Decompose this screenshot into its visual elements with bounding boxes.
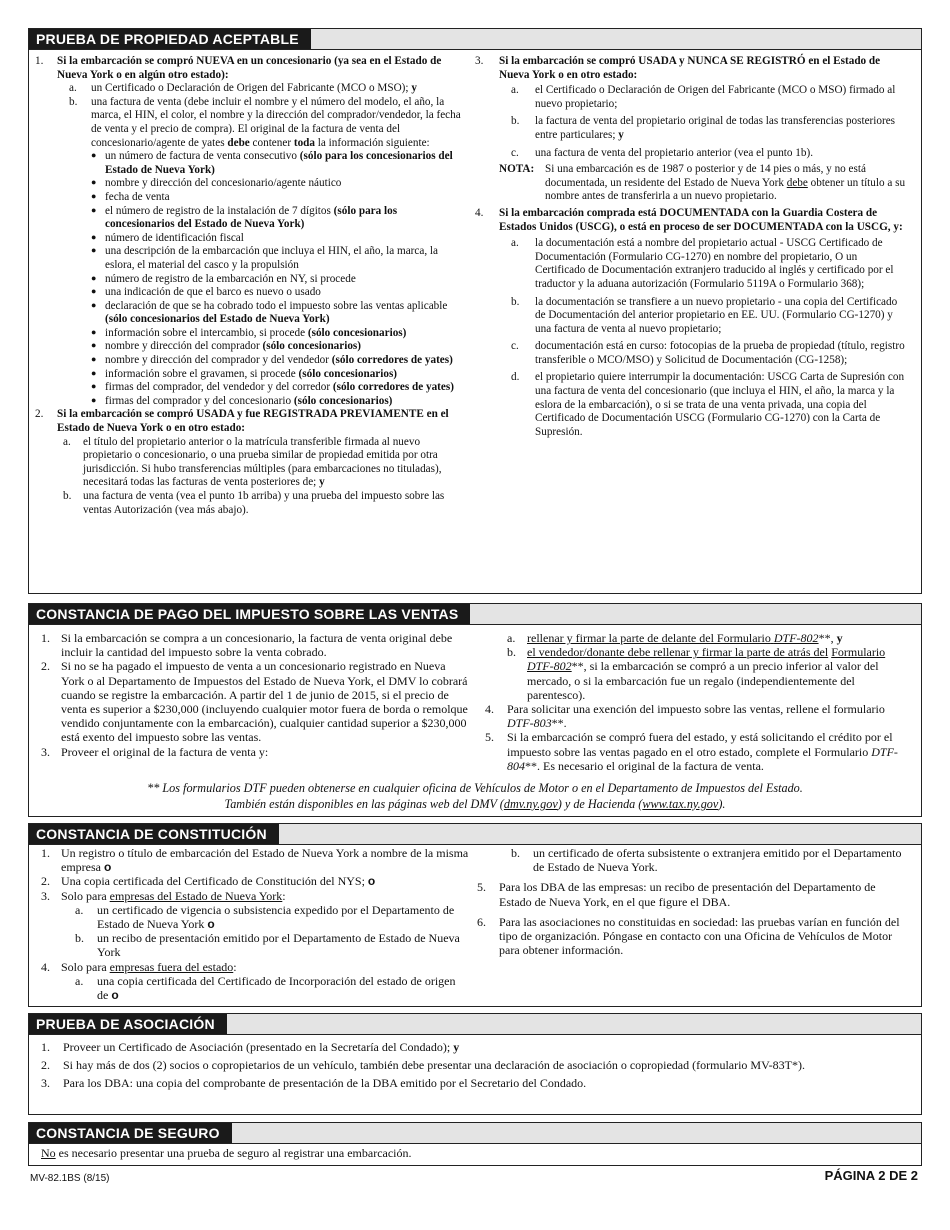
section-title: CONSTANCIA DE PAGO DEL IMPUESTO SOBRE LAS VENTAS [29, 604, 470, 624]
list-item: b. una factura de venta (vea el punto 1b arriba) y una prueba del impuesto sobre las ventas Autorización (vea más abajo). [63, 490, 445, 516]
bullet-icon: ● [91, 367, 97, 378]
note: NOTA: Si una embarcación es de 1987 o posterior y de 14 pies o más, y no está documentada, un residente del Estado de Nueva York debe obtener un título a su nombre antes de transferirla a un nuevo propietario. [499, 163, 906, 203]
bullet-icon: ● [91, 381, 97, 392]
list-item: 3. Para los DBA: una copia del comprobante de presentación de la DBA emitido por el Secretario del Condado. [41, 1076, 587, 1091]
right-column [477, 846, 905, 958]
section-title: PRUEBA DE ASOCIACIÓN [29, 1014, 227, 1034]
list-item: 1. Si la embarcación se compró NUEVA en un concesionario (ya sea en el Estado de Nueva York o en algún otro estado): [35, 55, 442, 81]
left-column [41, 846, 469, 1002]
list-item: 1. Proveer un Certificado de Asociación (presentado en la Secretaría del Condado); y [41, 1040, 460, 1054]
bullet-icon: ● [91, 286, 97, 297]
dmv-link[interactable]: dmv.ny.gov [503, 797, 558, 811]
section-header [29, 604, 921, 625]
section-incorporation [28, 823, 922, 1007]
list [41, 1040, 841, 1091]
list-item: 1. Si la embarcación se compra a un concesionario, la factura de venta original debe incluir la cantidad del impuesto sobre la venta cobrado. [41, 631, 453, 660]
bullet-icon: ● [91, 340, 97, 351]
bullet-icon: ● [91, 394, 97, 405]
bullet-item: ● información sobre el intercambio, si procede (sólo concesionarios) [91, 326, 407, 339]
list-item: a. el Certificado o Declaración de Origen del Fabricante (MCO o MSO) firmado al nuevo propietario; [511, 84, 896, 110]
section-partnership [28, 1013, 922, 1115]
list-item: 4. Para solicitar una exención del impuesto sobre las ventas, rellene el formulario DTF-803**. [485, 702, 885, 731]
page-number: PÁGINA 2 DE 2 [824, 1168, 918, 1183]
list-item: 5. Si la embarcación se compró fuera del estado, y está solicitando el crédito por el impuesto sobre las ventas pagado en el otro estado, complete el Formulario DTF-804**. Es necesario el original de la factura de venta. [485, 730, 898, 773]
bullet-list [35, 150, 465, 408]
bullet-icon: ● [91, 150, 97, 161]
list-item: a. el título del propietario anterior o la matrícula transferible firmada al nuevo propietario o concesionario, o una prueba similar de propiedad emitida por otra jurisdicción. Si hubo transferencias múltiples (para embarcaciones no tituladas), necesitará todas las facturas de venta posteriores de; y [63, 435, 442, 489]
bullet-item: ● una indicación de que el barco es nuevo o usado [91, 286, 321, 299]
bullet-icon: ● [91, 177, 97, 188]
section-title: CONSTANCIA DE CONSTITUCIÓN [29, 824, 279, 844]
bullet-item: ● firmas del comprador, del vendedor y del corredor (sólo corredores de yates) [91, 381, 454, 394]
list-item: d. el propietario quiere interrumpir la documentación: USCG Carta de Supresión con una factura de venta del concesionario (que incluya el HIN, el año, la marca y la eslora de la embarcación), o si se trata de una venta privada, una copia del Certificado de Documentación USCG (Formulario CG-1270) con la Carta de Supresión. [511, 371, 905, 438]
list-item: 1. Un registro o título de embarcación del Estado de Nueva York a nombre de la misma empresa o [41, 846, 469, 875]
bullet-item: ● número de registro de la embarcación en NY, si procede [91, 272, 356, 285]
list-item: b. la factura de venta del propietario original de todas las transferencias posteriores entre particulares; y [511, 115, 896, 141]
form-number: MV-82.1BS (8/15) [30, 1173, 110, 1184]
section-sales-tax [28, 603, 922, 817]
list-item: 3. Si la embarcación se compró USADA y NUNCA SE REGISTRÓ en el Estado de Nueva York o en otro estado: [475, 55, 881, 81]
list-item: 2. Si la embarcación se compró USADA y fue REGISTRADA PREVIAMENTE en el Estado de Nueva York o en otro estado: [35, 408, 449, 435]
list-item: b. un recibo de presentación emitido por el Departamento de Estado de Nueva York [75, 931, 460, 960]
section-proof-of-ownership [28, 28, 922, 594]
list-item: a. una copia certificada del Certificado de Incorporación del estado de origen de o [75, 973, 456, 1003]
list-item: 2. Una copia certificada del Certificado de Constitución del NYS; o [41, 874, 376, 889]
list-item: 2. Si no se ha pagado el impuesto de venta a un concesionario registrado en Nueva York o al Departamento de Impuestos del Estado de Nueva York, el DMV lo cobrará cuando se registre la embarcación. A partir del 1 de junio de 2015, si el precio de venta es superior a $230,000 (incluyendo cualquier motor fuera de borda o remolque vendido conjuntamente con la embarcación), cualquier cantidad superior a $230,000 está exento del impuesto sobre las ventas. [41, 659, 468, 745]
bullet-icon: ● [91, 354, 97, 365]
bullet-icon: ● [91, 231, 97, 242]
right-column [475, 55, 907, 439]
bullet-item: ● nombre y dirección del comprador (sólo concesionarios) [91, 340, 362, 353]
bullet-item: ● un número de factura de venta consecutivo (sólo para los concesionarios del Estado de Nueva York) [91, 150, 453, 176]
bullet-item: ● declaración de que se ha cobrado todo el impuesto sobre las ventas aplicable (sólo concesionarios del Estado de Nueva York) [91, 299, 448, 326]
forms-note: ** Los formularios DTF pueden obtenerse en cualquier oficina de Vehículos de Motor o en el Departamento de Impuestos del Estado. También están disponibles en las páginas web del DMV (dmv.ny.gov) y de Hacienda (www.tax.ny.gov). [147, 781, 803, 811]
section-header [29, 824, 921, 845]
bullet-icon: ● [91, 272, 97, 283]
bullet-icon: ● [91, 245, 97, 256]
list-item: 3. Proveer el original de la factura de venta y: [41, 744, 269, 759]
bullet-item: ● información sobre el gravamen, si procede (sólo concesionarios) [91, 367, 398, 380]
list-item: 4. Solo para empresas fuera del estado: [41, 959, 237, 974]
list-item: a. un certificado de vigencia o subsistencia expedido por el Departamento de Estado de Nueva York o [75, 902, 455, 932]
tax-link[interactable]: www.tax.ny.gov [642, 797, 719, 811]
list-item: b. un certificado de oferta subsistente o extranjera emitido por el Departamento de Estado de Nueva York. [511, 846, 902, 875]
list-item: b. la documentación se transfiere a un nuevo propietario - una copia del Certificado de Documentación del anterior propietario en EE. UU. (Formulario CG-1270) y una factura de venta al nuevo propietario; [511, 295, 898, 335]
insurance-text: No es necesario presentar una prueba de seguro al registrar una embarcación. [41, 1146, 412, 1160]
bullet-item: ● número de identificación fiscal [91, 231, 244, 244]
left-column [35, 55, 465, 517]
list-item: a. rellenar y firmar la parte de delante del Formulario DTF-802**, y [507, 631, 843, 645]
section-title: CONSTANCIA DE SEGURO [29, 1123, 232, 1143]
list-item: 6. Para las asociaciones no constituidas en sociedad: las pruebas varían en función del tipo de organización. Póngase en contacto con una Oficina de Vehículos de Motor para obtener información. [477, 914, 900, 958]
list-item: 5. Para los DBA de las empresas: un recibo de presentación del Departamento de Estado de Nueva York, en el que figure el DBA. [477, 880, 876, 909]
left-column [41, 631, 469, 759]
bullet-icon: ● [91, 204, 97, 215]
bullet-item: ● el número de registro de la instalación de 7 dígitos (sólo para los concesionarios del Estado de Nueva York) [91, 204, 398, 231]
bullet-icon: ● [91, 326, 97, 337]
section-insurance [28, 1122, 922, 1166]
list-item: 2. Si hay más de dos (2) socios o copropietarios de un vehículo, también debe presentar una declaración de asociación o copropiedad (formulario MV-83T*). [41, 1058, 805, 1073]
list-item: a. la documentación está a nombre del propietario actual - USCG Certificado de Documentación (Formulario CG-1270) en nombre del propietario, O un Certificado de Documentación extranjero traducido al inglés y certificado por el traductor y la aduana autorización (Formulario 5119A o Formulario 368); [511, 237, 894, 290]
bullet-item: ● una descripción de la embarcación que incluya el HIN, el año, la marca, la eslora, el material del casco y la propulsión [91, 245, 438, 271]
bullet-item: ● nombre y dirección del comprador y del vendedor (sólo corredores de yates) [91, 354, 453, 367]
list-item: c. documentación está en curso: fotocopias de la prueba de propiedad (título, registro transferible o MCO/MSO) y Solicitud de Documentación (CG-1258); [511, 340, 905, 366]
list-item: b. una factura de venta (debe incluir el nombre y el número del modelo, el año, la marca, el HIN, el color, el nombre y la dirección del comprador/vendedor, la fecha de venta y el precio de compra). El original de la factura de venta del concesionario/agente de yates debe contener toda la información siguiente: [69, 95, 461, 149]
bullet-item: ● fecha de venta [91, 190, 170, 203]
list-item: b. el vendedor/donante debe rellenar y firmar la parte de atrás del Formulario DTF-802**, si la embarcación se compró a un precio inferior al valor del mercado, o si la embarcación fue un regalo (independientemente del parentesco). [507, 645, 886, 702]
right-column [485, 631, 905, 773]
bullet-item: ● nombre y dirección del concesionario/agente náutico [91, 177, 342, 190]
section-header [29, 1014, 921, 1035]
list-item: c. una factura de venta del propietario anterior (vea el punto 1b). [511, 146, 814, 159]
list-item: 3. Solo para empresas del Estado de Nueva York: [41, 888, 286, 903]
bullet-icon: ● [91, 299, 97, 310]
list-item: a. un Certificado o Declaración de Origen del Fabricante (MCO o MSO); y [69, 82, 417, 95]
bullet-icon: ● [91, 190, 97, 201]
list-item: 4. Si la embarcación comprada está DOCUMENTADA con la Guardia Costera de Estados Unidos (USCG), o está en proceso de ser DOCUMENTADA con la USCG, y: [475, 206, 903, 233]
section-header [29, 1123, 921, 1144]
bullet-item: ● firmas del comprador y del concesionario (sólo concesionarios) [91, 394, 393, 407]
section-header [29, 29, 921, 50]
section-title: PRUEBA DE PROPIEDAD ACEPTABLE [29, 29, 311, 49]
